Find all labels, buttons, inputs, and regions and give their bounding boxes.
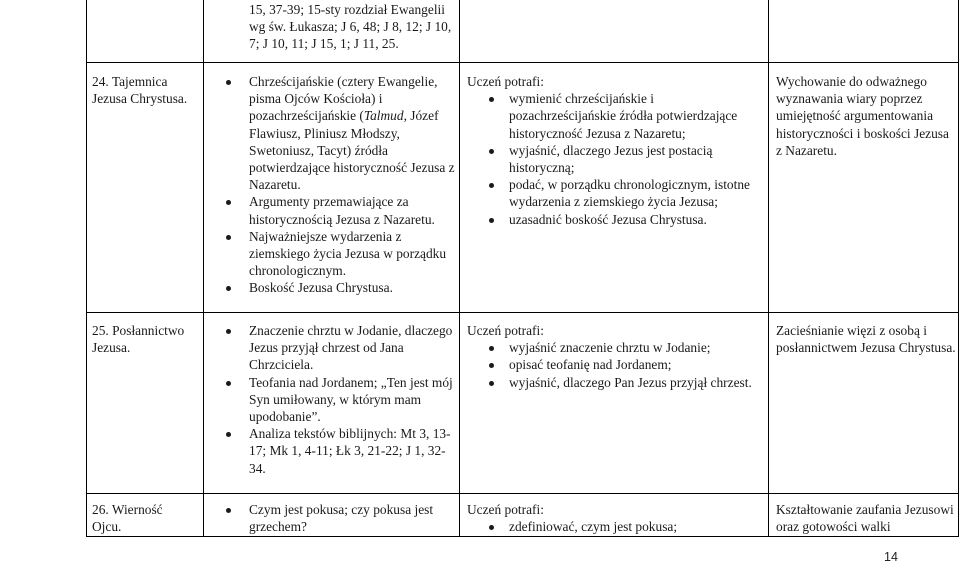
- attitudes-text: Kształtowanie zaufania Jezusowi oraz gotowości walki: [776, 502, 954, 535]
- table-border-left: [86, 0, 87, 537]
- outcomes-list: [467, 339, 758, 391]
- row-24-topic: [92, 73, 194, 107]
- content-list: [212, 501, 455, 535]
- content-list: [212, 322, 455, 477]
- row-26-topic: [92, 501, 194, 535]
- table-divider-col1: [203, 0, 204, 537]
- list-item: wyjaśnić, dlaczego Jezus jest postacią historyczną;: [467, 142, 758, 176]
- continuation-text: 15, 37-39; 15-sty rozdział Ewangelii wg św. Łukasza; J 6, 48; J 8, 12; J 10, 7; J 10, 11; J 15, 1; J 11, 25.: [249, 2, 452, 52]
- list-item: podać, w porządku chronologicznym, istotne wydarzenia z ziemskiego życia Jezusa;: [467, 176, 758, 210]
- row-divider-3: [86, 493, 959, 494]
- row-25-outcomes: [467, 322, 758, 391]
- row-25-content: [212, 322, 455, 477]
- list-item: wyjaśnić znaczenie chrztu w Jodanie;: [467, 339, 758, 356]
- table-divider-col3: [768, 0, 769, 537]
- outcomes-intro: Uczeń potrafi:: [467, 74, 544, 89]
- content-list: [212, 73, 455, 297]
- list-item: wyjaśnić, dlaczego Pan Jezus przyjął chrzest.: [467, 374, 758, 391]
- topic-text: 26. Wierność Ojcu.: [92, 502, 163, 535]
- attitudes-text: Zacieśnianie więzi z osobą i posłannictwem Jezusa Chrystusa.: [776, 323, 956, 356]
- list-item: uzasadnić boskość Jezusa Chrystusa.: [467, 211, 758, 228]
- list-item: zdefiniować, czym jest pokusa;: [467, 518, 758, 535]
- outcomes-intro: Uczeń potrafi:: [467, 323, 544, 338]
- row-24-outcomes: [467, 73, 758, 228]
- row-25-topic: [92, 322, 194, 356]
- list-item: Analiza tekstów biblijnych: Mt 3, 13-17; Mk 1, 4-11; Łk 3, 21-22; J 1, 32-34.: [212, 425, 455, 477]
- row-25-attitudes: [776, 322, 956, 356]
- list-item: Czym jest pokusa; czy pokusa jest grzechem?: [212, 501, 455, 535]
- table-border-right: [958, 0, 959, 537]
- row-24-content: [212, 73, 455, 297]
- table-border-bottom: [86, 536, 959, 537]
- row-26-content: [212, 501, 455, 535]
- content-continuation: [249, 1, 455, 53]
- row-24-attitudes: [776, 73, 956, 159]
- list-item: Boskość Jezusa Chrystusa.: [212, 279, 455, 296]
- row-divider-2: [86, 312, 959, 313]
- page-number: 14: [884, 550, 898, 564]
- outcomes-intro: Uczeń potrafi:: [467, 502, 544, 517]
- list-item: Chrześcijańskie (cztery Ewangelie, pisma Ojców Kościoła) i pozachrześcijańskie (Talmud, Józef Flawiusz, Pliniusz Młodszy, Swetoniusz, Tacyt) źródła potwierdzające historyczność Jezusa z Nazaretu.: [212, 73, 455, 193]
- list-item: opisać teofanię nad Jordanem;: [467, 356, 758, 373]
- list-item: Teofania nad Jordanem; „Ten jest mój Syn umiłowany, w którym mam upodobanie”.: [212, 374, 455, 426]
- row-26-attitudes: [776, 501, 956, 535]
- row-divider-1: [86, 62, 959, 63]
- attitudes-text: Wychowanie do odważnego wyznawania wiary poprzez umiejętność argumentowania historyczności i boskości Jezusa z Nazaretu.: [776, 74, 949, 158]
- list-item: wymienić chrześcijańskie i pozachrześcijańskie źródła potwierdzające historyczność Jezusa z Nazaretu;: [467, 90, 758, 142]
- outcomes-list: [467, 518, 758, 535]
- list-item: Znaczenie chrztu w Jodanie, dlaczego Jezus przyjął chrzest od Jana Chrzciciela.: [212, 322, 455, 374]
- row-26-outcomes: [467, 501, 758, 535]
- outcomes-list: [467, 90, 758, 228]
- list-item: Najważniejsze wydarzenia z ziemskiego życia Jezusa w porządku chronologicznym.: [212, 228, 455, 280]
- topic-text: 25. Posłannictwo Jezusa.: [92, 323, 185, 356]
- list-item: Argumenty przemawiające za historycznością Jezusa z Nazaretu.: [212, 193, 455, 227]
- table-divider-col2: [459, 0, 460, 537]
- topic-text: 24. Tajemnica Jezusa Chrystusa.: [92, 74, 188, 107]
